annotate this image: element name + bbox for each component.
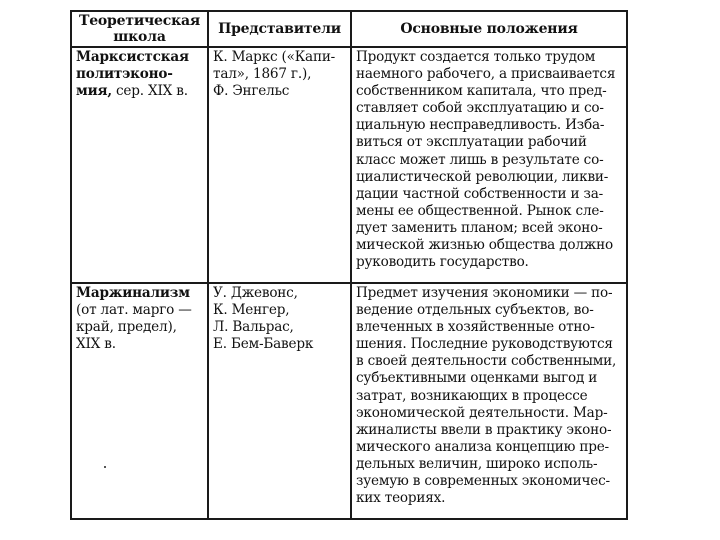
cell-representatives: К. Маркс («Капи- тал», 1867 г.), Ф. Энгельс [208, 47, 351, 283]
cell-positions: Продукт создается только трудом наемного рабочего, а присваивается собственником капитала, что пред- ставляет собой эксплуатацию и со- циальную несправедливость. Изба- виться от эксплуатации рабочий класс может лишь в результате со- циалистической революции, ликви- дации частной собственности и за- мены ее общественной. Рынок сле- дует заменить планом; всей эконо- мической жизнью общества должно руководить государство. [351, 47, 627, 283]
school-period: (от лат. марго — край, предел), XIX в. [76, 302, 192, 353]
scan-speck [104, 466, 106, 468]
table-row [71, 47, 627, 283]
header-school: Теоретическая школа [71, 11, 208, 47]
cell-school [71, 47, 208, 283]
school-name: Марксистская политэконо- мия, [76, 49, 189, 100]
cell-school [71, 283, 208, 519]
school-name: Маржинализм [76, 285, 190, 301]
school-period: сер. XIX в. [111, 83, 188, 100]
cell-representatives: У. Джевонс, К. Менгер, Л. Вальрас, Е. Бем-Баверк [208, 283, 351, 519]
header-positions: Основные положения [351, 11, 627, 47]
table-row [71, 283, 627, 519]
table-header-row [71, 11, 627, 47]
economic-schools-table [70, 10, 628, 520]
header-representatives: Представители [208, 11, 351, 47]
cell-positions: Предмет изучения экономики — по- ведение отдельных субъектов, во- влеченных в хозяйственные отно- шения. Последние руководствуются в своей деятельности собственными, субъективными оценками выгод и затрат, возникающих в процессе экономической деятельности. Мар- жиналисты ввели в практику эконо- мического анализа концепцию пре- дельных величин, широко исполь- зуемую в современных экономичес- ких теориях. [351, 283, 627, 519]
